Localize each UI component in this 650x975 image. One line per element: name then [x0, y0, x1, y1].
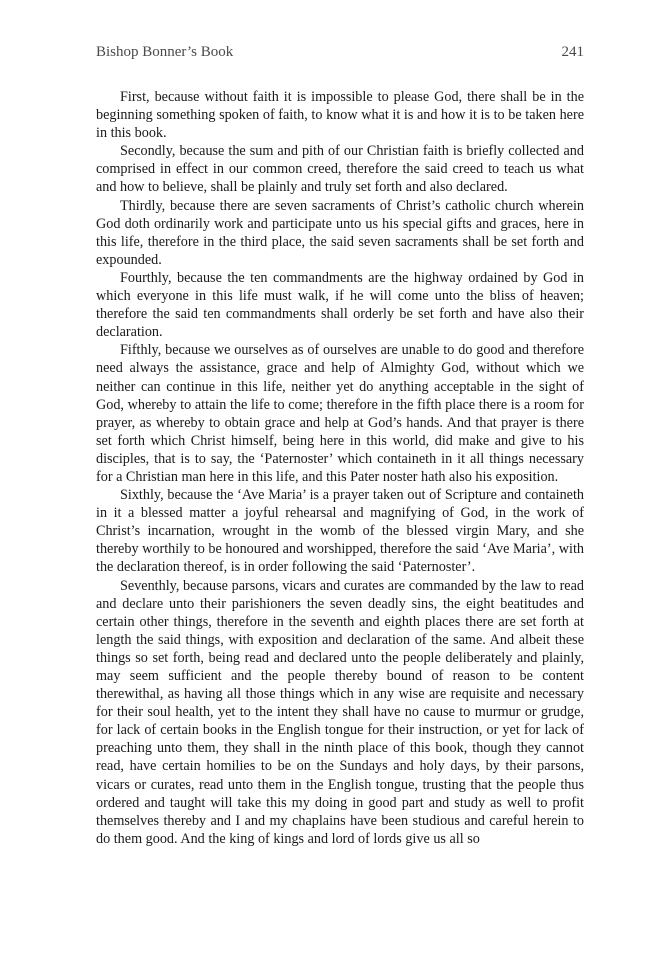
- body-text: [96, 88, 584, 848]
- running-header: [96, 44, 584, 68]
- running-title: Bishop Bonner’s Book: [96, 44, 234, 60]
- paragraph-seventhly: Seventhly, because parsons, vicars and curates are commanded by the law to read and declare unto their parishioners the seven deadly sins, the eight beatitudes and certain other things, therefore in the seventh and eighth places there are set forth at length the said things, with exposition and declaration of the same. And albeit these things so set forth, being read and declared unto the people deliberately and plainly, may seem sufficient and the people thereby bound of reason to be content therewithal, as having all those things which in any wise are requisite and necessary for their soul health, yet to the intent they shall have no cause to murmur or grudge, for lack of certain books in the English tongue for their instruction, or yet for lack of preaching unto them, they shall in the ninth place of this book, though they cannot read, have certain homilies to be on the Sundays and holy days, by their parsons, vicars or curates, read unto them in the English tongue, trusting that the people thus ordered and taught will take this my doing in good part and study as well to profit themselves thereby and I and my chaplains have been studious and careful herein to do them good. And the king of kings and lord of lords give us all so: [96, 577, 584, 847]
- paragraph-thirdly: Thirdly, because there are seven sacraments of Christ’s catholic church wherein God doth ordinarily work and participate unto us his special gifts and graces, here in this life, therefore in the third place, the said seven sacraments shall be set forth and expounded.: [96, 197, 584, 268]
- paragraph-sixthly: Sixthly, because the ‘Ave Maria’ is a prayer taken out of Scripture and containeth in it a blessed matter a joyful rehearsal and magnifying of God, in the work of Christ’s incarnation, wrought in the womb of the blessed virgin Mary, and she thereby worthily to be honoured and worshipped, therefore the said ‘Ave Maria’, with the declaration thereof, is in order following the said ‘Paternoster’.: [96, 487, 584, 576]
- paragraph-secondly: Secondly, because the sum and pith of our Christian faith is briefly collected and comprised in effect in our common creed, therefore the said creed to teach us what and how to believe, shall be plainly and truly set forth and also declared.: [96, 143, 584, 196]
- paragraph-fourthly: Fourthly, because the ten commandments are the highway ordained by God in which everyone in this life must walk, if he will come unto the bliss of heaven; therefore the said ten commandments shall orderly be set forth and have also their declaration.: [96, 269, 584, 341]
- paragraph-fifthly: Fifthly, because we ourselves as of ourselves are unable to do good and therefore need always the assistance, grace and help of Almighty God, without which we neither can continue in this life, neither yet do anything acceptable in the sight of God, whereby to attain the life to come; therefore in the fifth place there is a room for prayer, as whereby to obtain grace and help at God’s hands. And that prayer is there set forth which Christ himself, being here in this world, did make and give to his disciples, that is to say, the ‘Paternoster’ which containeth in it all things necessary for a Christian man here in this life, and this Pater noster hath also his exposition.: [96, 342, 584, 485]
- paragraph-first: First, because without faith it is impossible to please God, there shall be in the beginning something spoken of faith, to know what it is and how it is to be taken here in this book.: [96, 89, 584, 142]
- page-number: 241: [561, 44, 584, 60]
- book-page: [96, 44, 584, 848]
